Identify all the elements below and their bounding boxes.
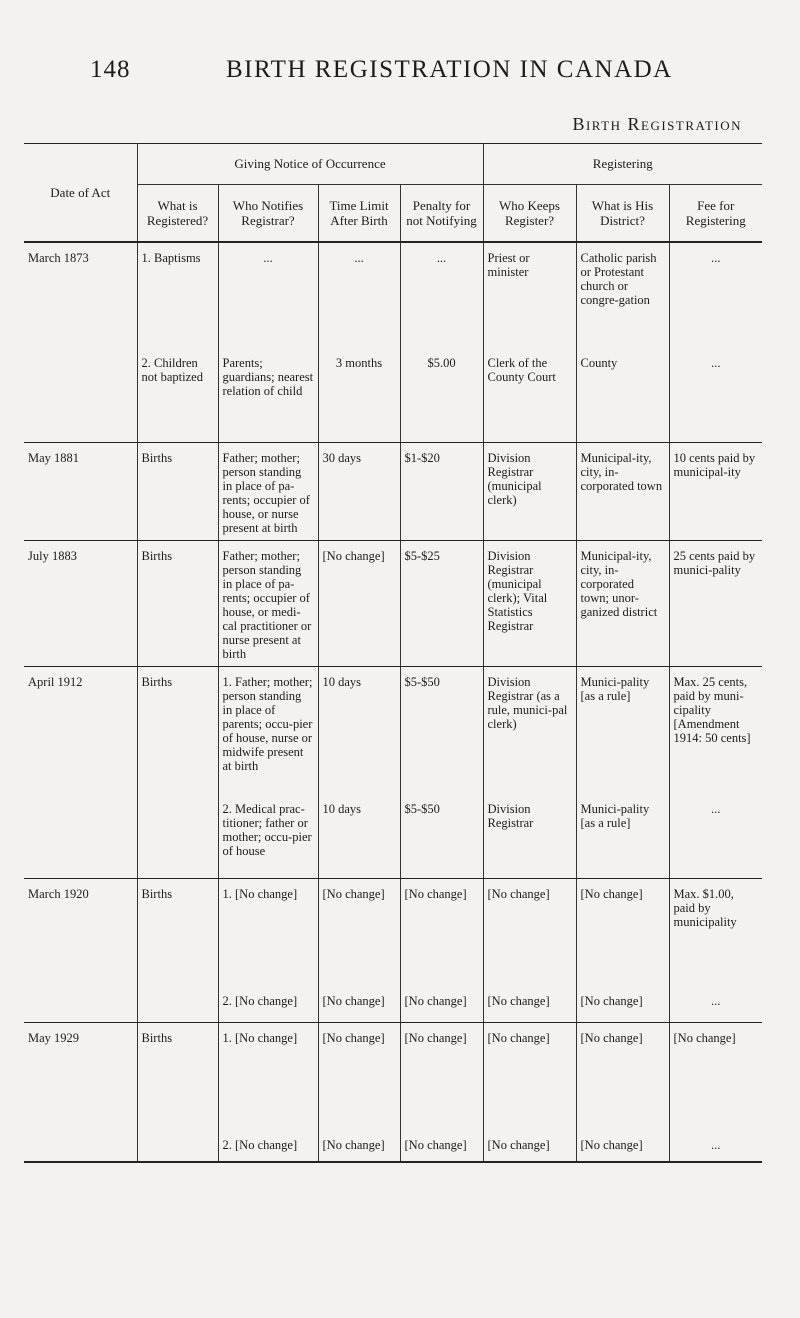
header-penalty: Penalty for not Notifying xyxy=(400,185,483,243)
cell-what: Births xyxy=(137,540,218,666)
cell-who: 1. Father; mother; person standing in place of parents; occu-pier of house, nurse or midwife present at birth xyxy=(218,666,318,802)
cell-keeper: Division Registrar xyxy=(483,802,576,878)
cell-time: [No change] xyxy=(318,994,400,1022)
cell-penalty: [No change] xyxy=(400,994,483,1022)
cell-fee: Max. $1.00, paid by municipality xyxy=(669,878,762,994)
header-fee: Fee for Registering xyxy=(669,185,762,243)
cell-fee: [No change] xyxy=(669,1022,762,1138)
cell-time: 3 months xyxy=(318,356,400,442)
cell-district: Catholic parish or Protestant church or congre-gation xyxy=(576,242,669,356)
cell-penalty: $5-$50 xyxy=(400,802,483,878)
table-row xyxy=(24,242,762,356)
cell-keeper: [No change] xyxy=(483,1138,576,1162)
table-row xyxy=(24,442,762,540)
row-date: April 1912 xyxy=(24,666,137,878)
cell-keeper: [No change] xyxy=(483,994,576,1022)
cell-what: Births xyxy=(137,442,218,540)
cell-who: 1. [No change] xyxy=(218,1022,318,1138)
cell-fee: 25 cents paid by munici-pality xyxy=(669,540,762,666)
cell-district: Munici-pality [as a rule] xyxy=(576,666,669,802)
cell-district: [No change] xyxy=(576,994,669,1022)
row-date: May 1881 xyxy=(24,442,137,540)
cell-time: [No change] xyxy=(318,540,400,666)
cell-district: [No change] xyxy=(576,1138,669,1162)
row-date: March 1920 xyxy=(24,878,137,1022)
cell-district: Munici-pality [as a rule] xyxy=(576,802,669,878)
row-date: July 1883 xyxy=(24,540,137,666)
cell-fee: ... xyxy=(669,242,762,356)
cell-penalty: $5-$50 xyxy=(400,666,483,802)
cell-keeper: Priest or minister xyxy=(483,242,576,356)
cell-district: County xyxy=(576,356,669,442)
cell-penalty: $5.00 xyxy=(400,356,483,442)
cell-what: Births xyxy=(137,878,218,1022)
header-group-notice: Giving Notice of Occurrence xyxy=(137,144,483,185)
row-date: May 1929 xyxy=(24,1022,137,1162)
cell-district: [No change] xyxy=(576,878,669,994)
cell-who: 2. Medical prac-titioner; father or mother; occu-pier of house xyxy=(218,802,318,878)
table-title: Birth Registration xyxy=(572,114,742,134)
cell-keeper: [No change] xyxy=(483,878,576,994)
cell-fee: ... xyxy=(669,994,762,1022)
cell-keeper: Division Registrar (municipal clerk); Vital Statistics Registrar xyxy=(483,540,576,666)
cell-penalty: [No change] xyxy=(400,1138,483,1162)
cell-who: 2. [No change] xyxy=(218,1138,318,1162)
cell-what: Births xyxy=(137,1022,218,1162)
header-district: What is His District? xyxy=(576,185,669,243)
cell-time: 10 days xyxy=(318,802,400,878)
cell-time: [No change] xyxy=(318,1022,400,1138)
cell-district: Municipal-ity, city, in-corporated town xyxy=(576,442,669,540)
cell-fee: ... xyxy=(669,802,762,878)
running-title: BIRTH REGISTRATION IN CANADA xyxy=(226,56,673,83)
cell-what: 2. Children not baptized xyxy=(137,356,218,442)
table-row xyxy=(24,1022,762,1138)
cell-keeper: [No change] xyxy=(483,1022,576,1138)
row-date: March 1873 xyxy=(24,242,137,442)
birth-registration-table xyxy=(24,143,762,1163)
cell-time: 30 days xyxy=(318,442,400,540)
header-group-registering: Registering xyxy=(483,144,762,185)
cell-district: Municipal-ity, city, in-corporated town; unor-ganized district xyxy=(576,540,669,666)
header-time-limit: Time Limit After Birth xyxy=(318,185,400,243)
cell-what: Births xyxy=(137,666,218,878)
table-row xyxy=(24,878,762,994)
table-row xyxy=(24,540,762,666)
cell-penalty: $5-$25 xyxy=(400,540,483,666)
cell-time: 10 days xyxy=(318,666,400,802)
cell-district: [No change] xyxy=(576,1022,669,1138)
table-row xyxy=(24,666,762,802)
cell-keeper: Division Registrar (municipal clerk) xyxy=(483,442,576,540)
header-who-keeps-register: Who Keeps Register? xyxy=(483,185,576,243)
cell-what: 1. Baptisms xyxy=(137,242,218,356)
cell-penalty: [No change] xyxy=(400,878,483,994)
cell-keeper: Division Registrar (as a rule, munici-pal clerk) xyxy=(483,666,576,802)
cell-fee: ... xyxy=(669,356,762,442)
cell-fee: Max. 25 cents, paid by muni-cipality [Amendment 1914: 50 cents] xyxy=(669,666,762,802)
cell-time: [No change] xyxy=(318,1138,400,1162)
cell-who: Father; mother; person standing in place of pa-rents; occupier of house, or medi-cal practitioner or nurse present at birth xyxy=(218,540,318,666)
cell-who: Parents; guardians; nearest relation of child xyxy=(218,356,318,442)
cell-who: 1. [No change] xyxy=(218,878,318,994)
header-who-notifies: Who Notifies Registrar? xyxy=(218,185,318,243)
page-header xyxy=(0,56,800,86)
cell-who: ... xyxy=(218,242,318,356)
cell-time: [No change] xyxy=(318,878,400,994)
header-date-of-act: Date of Act xyxy=(24,144,137,243)
cell-fee: 10 cents paid by municipal-ity xyxy=(669,442,762,540)
cell-who: 2. [No change] xyxy=(218,994,318,1022)
cell-penalty: ... xyxy=(400,242,483,356)
cell-time: ... xyxy=(318,242,400,356)
page-number: 148 xyxy=(90,56,131,83)
cell-fee: ... xyxy=(669,1138,762,1162)
cell-penalty: [No change] xyxy=(400,1022,483,1138)
cell-who: Father; mother; person standing in place of pa-rents; occupier of house, or nurse present at birth xyxy=(218,442,318,540)
cell-penalty: $1-$20 xyxy=(400,442,483,540)
cell-keeper: Clerk of the County Court xyxy=(483,356,576,442)
header-what-registered: What is Registered? xyxy=(137,185,218,243)
